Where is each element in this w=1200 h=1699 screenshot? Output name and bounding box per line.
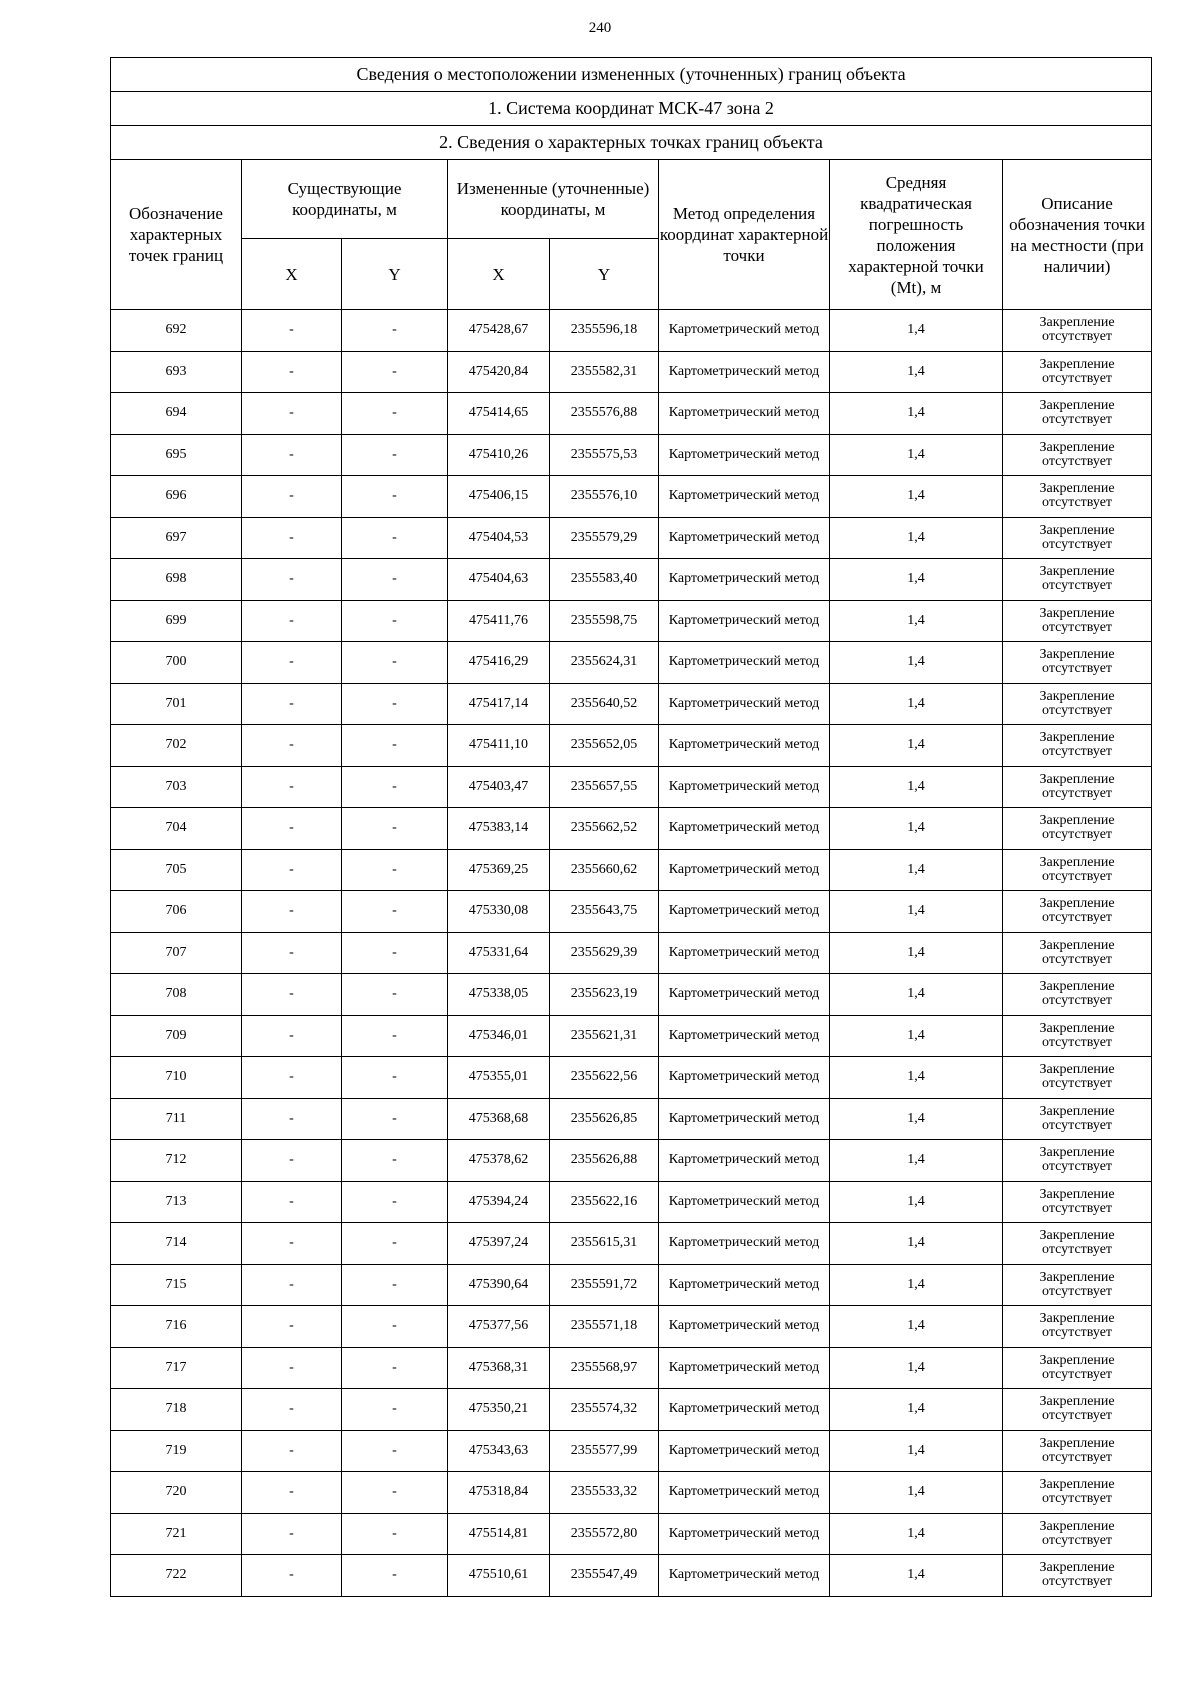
cell-existing-x: - (242, 434, 342, 476)
cell-point-description: Закрепление отсутствует (1003, 1472, 1152, 1514)
cell-point-id: 722 (111, 1555, 242, 1597)
cell-method: Картометрический метод (659, 1223, 830, 1265)
cell-point-id: 699 (111, 600, 242, 642)
cell-changed-y: 2355623,19 (550, 974, 659, 1016)
cell-point-description: Закрепление отсутствует (1003, 517, 1152, 559)
cell-method: Картометрический метод (659, 932, 830, 974)
cell-existing-x: - (242, 1389, 342, 1431)
cell-existing-y: - (342, 600, 448, 642)
cell-existing-y: - (342, 1306, 448, 1348)
cell-point-description: Закрепление отсутствует (1003, 766, 1152, 808)
cell-existing-x: - (242, 1140, 342, 1182)
cell-point-description: Закрепление отсутствует (1003, 932, 1152, 974)
cell-error-mt: 1,4 (830, 600, 1003, 642)
cell-changed-x: 475346,01 (448, 1015, 550, 1057)
cell-point-description: Закрепление отсутствует (1003, 974, 1152, 1016)
cell-existing-y: - (342, 1430, 448, 1472)
cell-point-description: Закрепление отсутствует (1003, 642, 1152, 684)
cell-existing-y: - (342, 1472, 448, 1514)
cell-error-mt: 1,4 (830, 1430, 1003, 1472)
cell-changed-y: 2355657,55 (550, 766, 659, 808)
table-row (111, 1513, 1152, 1555)
cell-existing-y: - (342, 476, 448, 518)
cell-changed-y: 2355572,80 (550, 1513, 659, 1555)
cell-point-description: Закрепление отсутствует (1003, 891, 1152, 933)
cell-existing-x: - (242, 683, 342, 725)
cell-changed-y: 2355574,32 (550, 1389, 659, 1431)
cell-method: Картометрический метод (659, 1347, 830, 1389)
cell-method: Картометрический метод (659, 1057, 830, 1099)
cell-method: Картометрический метод (659, 1306, 830, 1348)
table-title: Сведения о местоположении измененных (уточненных) границ объекта (111, 58, 1152, 92)
cell-existing-y: - (342, 725, 448, 767)
cell-error-mt: 1,4 (830, 1098, 1003, 1140)
cell-existing-y: - (342, 1347, 448, 1389)
table-row (111, 1057, 1152, 1099)
cell-existing-x: - (242, 1057, 342, 1099)
cell-changed-x: 475420,84 (448, 351, 550, 393)
cell-method: Картометрический метод (659, 1430, 830, 1472)
cell-changed-y: 2355576,88 (550, 393, 659, 435)
cell-method: Картометрический метод (659, 891, 830, 933)
cell-point-description: Закрепление отсутствует (1003, 393, 1152, 435)
cell-changed-x: 475343,63 (448, 1430, 550, 1472)
cell-existing-x: - (242, 310, 342, 352)
cell-existing-x: - (242, 1513, 342, 1555)
cell-point-id: 705 (111, 849, 242, 891)
cell-point-description: Закрепление отсутствует (1003, 683, 1152, 725)
cell-method: Картометрический метод (659, 351, 830, 393)
cell-changed-x: 475411,10 (448, 725, 550, 767)
cell-changed-x: 475383,14 (448, 808, 550, 850)
cell-changed-x: 475368,68 (448, 1098, 550, 1140)
cell-point-id: 692 (111, 310, 242, 352)
col-error: Средняя квадратическая погрешность положения характерной точки (Mt), м (830, 160, 1003, 310)
table-row (111, 642, 1152, 684)
table-row (111, 1264, 1152, 1306)
cell-error-mt: 1,4 (830, 1555, 1003, 1597)
cell-changed-x: 475331,64 (448, 932, 550, 974)
table-row (111, 559, 1152, 601)
cell-changed-x: 475318,84 (448, 1472, 550, 1514)
col-changed: Измененные (уточненные) координаты, м (448, 160, 659, 239)
cell-changed-y: 2355640,52 (550, 683, 659, 725)
cell-changed-x: 475514,81 (448, 1513, 550, 1555)
table-row (111, 766, 1152, 808)
cell-existing-y: - (342, 393, 448, 435)
cell-error-mt: 1,4 (830, 517, 1003, 559)
cell-existing-x: - (242, 1472, 342, 1514)
col-description: Описание обозначения точки на местности (при наличии) (1003, 160, 1152, 310)
cell-existing-x: - (242, 932, 342, 974)
cell-error-mt: 1,4 (830, 351, 1003, 393)
cell-existing-y: - (342, 1389, 448, 1431)
cell-point-description: Закрепление отсутствует (1003, 1513, 1152, 1555)
cell-point-description: Закрепление отсутствует (1003, 1306, 1152, 1348)
cell-existing-y: - (342, 1555, 448, 1597)
cell-existing-y: - (342, 1264, 448, 1306)
cell-point-id: 710 (111, 1057, 242, 1099)
cell-method: Картометрический метод (659, 974, 830, 1016)
cell-existing-y: - (342, 351, 448, 393)
cell-point-id: 697 (111, 517, 242, 559)
cell-point-description: Закрепление отсутствует (1003, 1430, 1152, 1472)
table-row (111, 1140, 1152, 1182)
cell-changed-y: 2355579,29 (550, 517, 659, 559)
cell-error-mt: 1,4 (830, 1472, 1003, 1514)
cell-method: Картометрический метод (659, 642, 830, 684)
cell-point-id: 715 (111, 1264, 242, 1306)
table-row (111, 1555, 1152, 1597)
cell-existing-x: - (242, 476, 342, 518)
cell-method: Картометрический метод (659, 1264, 830, 1306)
cell-existing-x: - (242, 891, 342, 933)
cell-method: Картометрический метод (659, 1555, 830, 1597)
cell-changed-y: 2355660,62 (550, 849, 659, 891)
cell-existing-y: - (342, 517, 448, 559)
table-row (111, 351, 1152, 393)
cell-existing-y: - (342, 310, 448, 352)
cell-method: Картометрический метод (659, 476, 830, 518)
cell-method: Картометрический метод (659, 1140, 830, 1182)
cell-point-description: Закрепление отсутствует (1003, 725, 1152, 767)
cell-existing-y: - (342, 642, 448, 684)
cell-changed-y: 2355652,05 (550, 725, 659, 767)
cell-changed-y: 2355621,31 (550, 1015, 659, 1057)
cell-changed-y: 2355598,75 (550, 600, 659, 642)
cell-point-id: 718 (111, 1389, 242, 1431)
cell-changed-y: 2355615,31 (550, 1223, 659, 1265)
cell-existing-y: - (342, 1015, 448, 1057)
cell-existing-x: - (242, 849, 342, 891)
cell-existing-y: - (342, 1181, 448, 1223)
cell-point-id: 701 (111, 683, 242, 725)
cell-method: Картометрический метод (659, 559, 830, 601)
cell-point-description: Закрепление отсутствует (1003, 1098, 1152, 1140)
cell-existing-x: - (242, 1015, 342, 1057)
cell-changed-x: 475350,21 (448, 1389, 550, 1431)
cell-error-mt: 1,4 (830, 725, 1003, 767)
cell-changed-x: 475404,53 (448, 517, 550, 559)
cell-method: Картометрический метод (659, 393, 830, 435)
cell-existing-x: - (242, 766, 342, 808)
cell-changed-x: 475414,65 (448, 393, 550, 435)
cell-existing-y: - (342, 849, 448, 891)
cell-error-mt: 1,4 (830, 1181, 1003, 1223)
cell-error-mt: 1,4 (830, 891, 1003, 933)
table-row (111, 1098, 1152, 1140)
cell-error-mt: 1,4 (830, 932, 1003, 974)
cell-point-description: Закрепление отсутствует (1003, 559, 1152, 601)
cell-existing-y: - (342, 1223, 448, 1265)
table-row (111, 725, 1152, 767)
cell-error-mt: 1,4 (830, 1140, 1003, 1182)
cell-method: Картометрический метод (659, 1015, 830, 1057)
cell-changed-x: 475397,24 (448, 1223, 550, 1265)
cell-existing-x: - (242, 974, 342, 1016)
coordinate-system: 1. Система координат МСК-47 зона 2 (111, 92, 1152, 126)
cell-existing-x: - (242, 1181, 342, 1223)
cell-point-description: Закрепление отсутствует (1003, 849, 1152, 891)
cell-changed-x: 475428,67 (448, 310, 550, 352)
table-row (111, 1306, 1152, 1348)
cell-changed-y: 2355629,39 (550, 932, 659, 974)
cell-point-id: 694 (111, 393, 242, 435)
cell-point-id: 719 (111, 1430, 242, 1472)
table-row (111, 1223, 1152, 1265)
section-title: 2. Сведения о характерных точках границ объекта (111, 126, 1152, 160)
cell-error-mt: 1,4 (830, 1057, 1003, 1099)
cell-changed-y: 2355626,88 (550, 1140, 659, 1182)
table-row (111, 808, 1152, 850)
cell-method: Картометрический метод (659, 766, 830, 808)
cell-changed-x: 475369,25 (448, 849, 550, 891)
cell-point-id: 702 (111, 725, 242, 767)
cell-point-id: 700 (111, 642, 242, 684)
cell-point-id: 706 (111, 891, 242, 933)
cell-error-mt: 1,4 (830, 476, 1003, 518)
cell-existing-x: - (242, 1098, 342, 1140)
cell-point-description: Закрепление отсутствует (1003, 310, 1152, 352)
table-row (111, 683, 1152, 725)
cell-method: Картометрический метод (659, 1513, 830, 1555)
cell-existing-x: - (242, 393, 342, 435)
col-changed-y: Y (550, 239, 659, 310)
cell-existing-x: - (242, 600, 342, 642)
cell-changed-y: 2355577,99 (550, 1430, 659, 1472)
cell-changed-y: 2355643,75 (550, 891, 659, 933)
cell-existing-y: - (342, 1140, 448, 1182)
cell-changed-y: 2355662,52 (550, 808, 659, 850)
cell-point-id: 713 (111, 1181, 242, 1223)
cell-method: Картометрический метод (659, 1389, 830, 1431)
cell-changed-y: 2355583,40 (550, 559, 659, 601)
cell-error-mt: 1,4 (830, 974, 1003, 1016)
cell-point-id: 693 (111, 351, 242, 393)
cell-point-id: 709 (111, 1015, 242, 1057)
cell-existing-x: - (242, 1306, 342, 1348)
cell-point-description: Закрепление отсутствует (1003, 1264, 1152, 1306)
cell-method: Картометрический метод (659, 600, 830, 642)
cell-changed-x: 475510,61 (448, 1555, 550, 1597)
cell-method: Картометрический метод (659, 517, 830, 559)
cell-existing-y: - (342, 974, 448, 1016)
cell-existing-x: - (242, 351, 342, 393)
cell-changed-y: 2355533,32 (550, 1472, 659, 1514)
cell-changed-x: 475411,76 (448, 600, 550, 642)
cell-existing-x: - (242, 725, 342, 767)
col-designation: Обозначение характерных точек границ (111, 160, 242, 310)
cell-existing-y: - (342, 1513, 448, 1555)
cell-changed-y: 2355591,72 (550, 1264, 659, 1306)
cell-changed-x: 475404,63 (448, 559, 550, 601)
cell-changed-y: 2355596,18 (550, 310, 659, 352)
cell-method: Картометрический метод (659, 849, 830, 891)
cell-changed-y: 2355582,31 (550, 351, 659, 393)
cell-existing-y: - (342, 1057, 448, 1099)
cell-error-mt: 1,4 (830, 1223, 1003, 1265)
cell-point-id: 717 (111, 1347, 242, 1389)
cell-point-description: Закрепление отсутствует (1003, 808, 1152, 850)
col-existing: Существующие координаты, м (242, 160, 448, 239)
cell-point-id: 698 (111, 559, 242, 601)
cell-point-id: 708 (111, 974, 242, 1016)
table-row (111, 434, 1152, 476)
cell-method: Картометрический метод (659, 808, 830, 850)
table-row (111, 891, 1152, 933)
cell-existing-x: - (242, 808, 342, 850)
cell-existing-y: - (342, 932, 448, 974)
cell-changed-x: 475416,29 (448, 642, 550, 684)
cell-existing-y: - (342, 559, 448, 601)
cell-changed-x: 475338,05 (448, 974, 550, 1016)
cell-point-id: 704 (111, 808, 242, 850)
cell-existing-y: - (342, 891, 448, 933)
cell-point-description: Закрепление отсутствует (1003, 1057, 1152, 1099)
cell-point-description: Закрепление отсутствует (1003, 1015, 1152, 1057)
cell-existing-y: - (342, 766, 448, 808)
cell-method: Картометрический метод (659, 310, 830, 352)
cell-changed-y: 2355568,97 (550, 1347, 659, 1389)
col-method: Метод определения координат характерной точки (659, 160, 830, 310)
cell-point-id: 714 (111, 1223, 242, 1265)
cell-changed-x: 475403,47 (448, 766, 550, 808)
cell-point-description: Закрепление отсутствует (1003, 600, 1152, 642)
cell-point-id: 712 (111, 1140, 242, 1182)
cell-changed-x: 475394,24 (448, 1181, 550, 1223)
cell-error-mt: 1,4 (830, 1264, 1003, 1306)
cell-existing-y: - (342, 434, 448, 476)
cell-existing-y: - (342, 1098, 448, 1140)
table-row (111, 517, 1152, 559)
table-body (111, 310, 1152, 1597)
cell-error-mt: 1,4 (830, 434, 1003, 476)
cell-changed-y: 2355571,18 (550, 1306, 659, 1348)
cell-changed-x: 475390,64 (448, 1264, 550, 1306)
cell-method: Картометрический метод (659, 434, 830, 476)
table-row (111, 1347, 1152, 1389)
cell-point-description: Закрепление отсутствует (1003, 1347, 1152, 1389)
cell-existing-y: - (342, 683, 448, 725)
cell-error-mt: 1,4 (830, 393, 1003, 435)
cell-existing-y: - (342, 808, 448, 850)
cell-existing-x: - (242, 1430, 342, 1472)
cell-method: Картометрический метод (659, 725, 830, 767)
cell-error-mt: 1,4 (830, 642, 1003, 684)
table-row (111, 1430, 1152, 1472)
cell-point-description: Закрепление отсутствует (1003, 1555, 1152, 1597)
table-row (111, 1015, 1152, 1057)
table-row (111, 310, 1152, 352)
cell-point-id: 707 (111, 932, 242, 974)
cell-error-mt: 1,4 (830, 1347, 1003, 1389)
cell-method: Картометрический метод (659, 683, 830, 725)
cell-changed-y: 2355626,85 (550, 1098, 659, 1140)
cell-existing-x: - (242, 642, 342, 684)
cell-point-description: Закрепление отсутствует (1003, 434, 1152, 476)
cell-changed-x: 475417,14 (448, 683, 550, 725)
cell-error-mt: 1,4 (830, 808, 1003, 850)
col-existing-y: Y (342, 239, 448, 310)
cell-changed-x: 475355,01 (448, 1057, 550, 1099)
cell-point-id: 721 (111, 1513, 242, 1555)
table-row (111, 1389, 1152, 1431)
cell-existing-x: - (242, 1264, 342, 1306)
cell-point-description: Закрепление отсутствует (1003, 1181, 1152, 1223)
col-changed-x: X (448, 239, 550, 310)
table-row (111, 476, 1152, 518)
cell-error-mt: 1,4 (830, 1389, 1003, 1431)
cell-changed-x: 475410,26 (448, 434, 550, 476)
cell-error-mt: 1,4 (830, 1015, 1003, 1057)
cell-method: Картометрический метод (659, 1181, 830, 1223)
table-row (111, 849, 1152, 891)
cell-changed-y: 2355622,16 (550, 1181, 659, 1223)
cell-existing-x: - (242, 517, 342, 559)
table-row (111, 600, 1152, 642)
cell-changed-x: 475378,62 (448, 1140, 550, 1182)
cell-method: Картометрический метод (659, 1098, 830, 1140)
table-row (111, 1181, 1152, 1223)
cell-error-mt: 1,4 (830, 849, 1003, 891)
cell-point-id: 716 (111, 1306, 242, 1348)
cell-changed-x: 475368,31 (448, 1347, 550, 1389)
cell-error-mt: 1,4 (830, 1513, 1003, 1555)
cell-existing-x: - (242, 1347, 342, 1389)
cell-existing-x: - (242, 1555, 342, 1597)
cell-changed-y: 2355622,56 (550, 1057, 659, 1099)
cell-point-description: Закрепление отсутствует (1003, 351, 1152, 393)
cell-error-mt: 1,4 (830, 559, 1003, 601)
table-row (111, 393, 1152, 435)
cell-point-id: 695 (111, 434, 242, 476)
page-number: 240 (588, 20, 612, 36)
cell-point-id: 720 (111, 1472, 242, 1514)
cell-changed-y: 2355547,49 (550, 1555, 659, 1597)
coordinates-table (110, 57, 1152, 1597)
cell-changed-y: 2355624,31 (550, 642, 659, 684)
cell-existing-x: - (242, 559, 342, 601)
table-row (111, 1472, 1152, 1514)
cell-existing-x: - (242, 1223, 342, 1265)
cell-error-mt: 1,4 (830, 1306, 1003, 1348)
cell-point-description: Закрепление отсутствует (1003, 1223, 1152, 1265)
cell-changed-x: 475406,15 (448, 476, 550, 518)
cell-error-mt: 1,4 (830, 310, 1003, 352)
cell-error-mt: 1,4 (830, 766, 1003, 808)
cell-changed-x: 475330,08 (448, 891, 550, 933)
cell-point-description: Закрепление отсутствует (1003, 476, 1152, 518)
cell-method: Картометрический метод (659, 1472, 830, 1514)
cell-changed-y: 2355576,10 (550, 476, 659, 518)
cell-point-id: 703 (111, 766, 242, 808)
cell-changed-y: 2355575,53 (550, 434, 659, 476)
table-row (111, 974, 1152, 1016)
cell-point-description: Закрепление отсутствует (1003, 1389, 1152, 1431)
cell-changed-x: 475377,56 (448, 1306, 550, 1348)
cell-point-id: 696 (111, 476, 242, 518)
cell-point-id: 711 (111, 1098, 242, 1140)
table-row (111, 932, 1152, 974)
col-existing-x: X (242, 239, 342, 310)
cell-point-description: Закрепление отсутствует (1003, 1140, 1152, 1182)
cell-error-mt: 1,4 (830, 683, 1003, 725)
